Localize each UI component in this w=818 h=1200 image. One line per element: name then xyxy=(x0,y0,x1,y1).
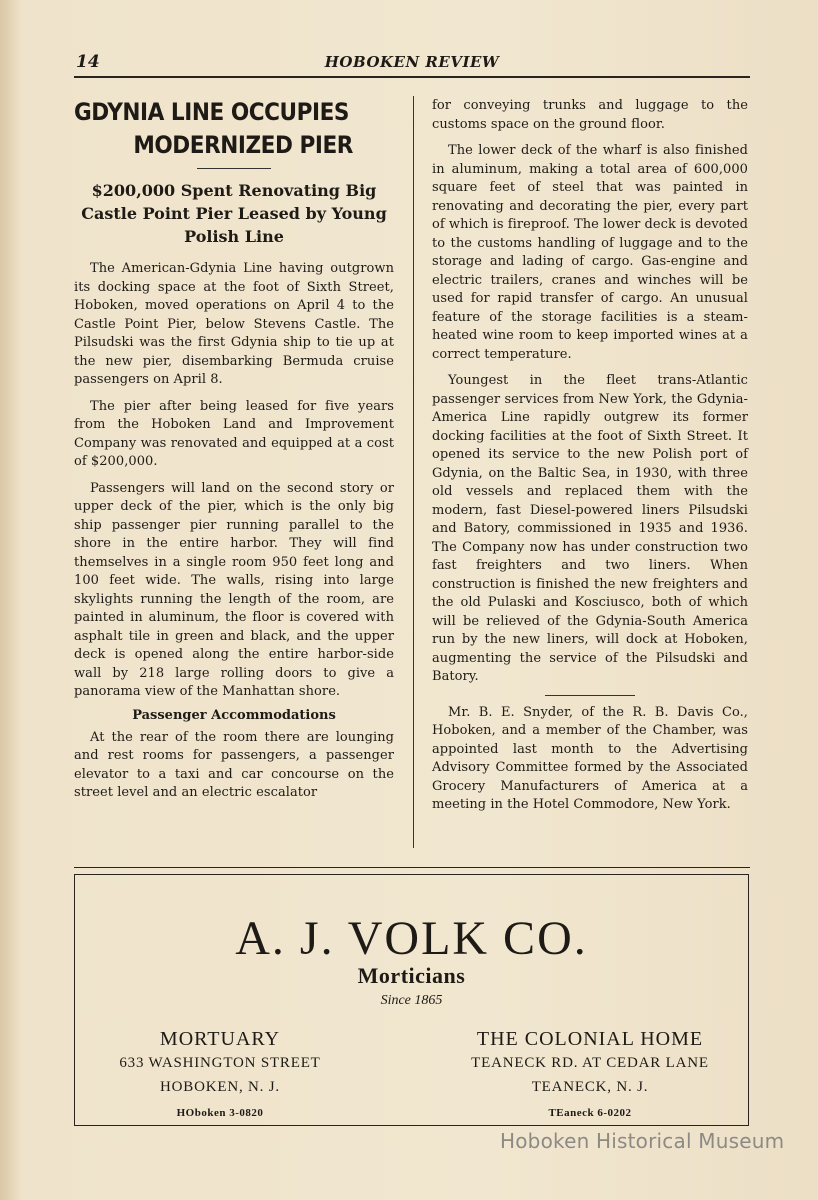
article-paragraph: Passengers will land on the second story or upper deck of the pier, which is the only big ship passenger pier running parallel to the shore in the entire harbor. They will find themselves in a single room 950 feet long and 100 feet wide. The walls, rising into large skylights running the length of the room, are painted in aluminum, the floor is covered with asphalt tile in green and black, and the upper deck is opened along the entire harbor-side wall by 218 large rolling doors to give a panorama view of the Manhattan shore. xyxy=(74,480,394,699)
ad-location-name: THE COLONIAL HOME xyxy=(476,1028,704,1050)
magazine-title: HOBOKEN REVIEW xyxy=(324,53,500,71)
article-paragraph: At the rear of the room there are lounging and rest rooms for passengers, a passenger elevator to a taxi and car concourse on the street level and an electric escalator xyxy=(74,729,394,800)
note-divider xyxy=(545,695,635,696)
bottom-rule xyxy=(74,867,750,868)
advertisement-box xyxy=(74,874,749,1126)
section-heading: Passenger Accommodations xyxy=(132,707,336,723)
headline-line-1: GDYNIA LINE OCCUPIES xyxy=(74,98,350,126)
headline-divider xyxy=(197,168,271,169)
ad-location-address: 633 WASHINGTON STREET xyxy=(119,1055,321,1071)
ad-location-city: TEANECK, N. J. xyxy=(531,1079,649,1095)
article-column-left xyxy=(74,96,394,803)
column-divider xyxy=(413,96,414,848)
note-paragraph: Mr. B. E. Snyder, of the R. B. Davis Co., Hoboken, and a member of the Chamber, was appointed last month to the Advertising Advisory Committee formed by the Associated Grocery Manufacturers of America at a meeting in the Hotel Commodore, New York. xyxy=(432,704,748,812)
ad-tagline: Morticians xyxy=(357,963,466,988)
ad-location-phone: HOboken 3-0820 xyxy=(176,1107,264,1119)
headline-line-2: MODERNIZED PIER xyxy=(133,131,353,159)
ad-location-mortuary xyxy=(75,1027,365,1125)
ad-location-city: HOBOKEN, N. J. xyxy=(160,1079,280,1095)
ad-location-colonial-home xyxy=(445,1027,735,1125)
article-paragraph: The American-Gdynia Line having outgrown its docking space at the foot of Sixth Street, Hoboken, moved operations on April 4 to the Castle Point Pier, below Stevens Castle. The Pilsudski was the first Gdynia ship to tie up at the new pier, disembarking Bermuda cruise passengers on April 8. xyxy=(74,261,394,387)
article-paragraph: The lower deck of the wharf is also finished in aluminum, making a total area of 600,000 square feet of steel that was painted in renovating and decorating the pier, every part of which is fireproof. The lower deck is devoted to the customs handling of luggage and to the storage and lading of cargo. Gas-engine and electric trailers, cranes and winches will be used for rapid transfer of cargo. An unusual feature of the storage facilities is a steam-heated wine room to keep imported wines at a correct temperature. xyxy=(432,143,748,362)
article-paragraph: Youngest in the fleet trans-Atlantic passenger services from New York, the Gdynia-America Line rapidly outgrew its former docking facilities at the foot of Sixth Street. It opened its service to the new Polish port of Gdynia, on the Baltic Sea, in 1930, with three old vessels and replaced them with the modern, fast Diesel-powered liners Pilsudski and Batory, commissioned in 1935 and 1936. The Company now has under construction two fast freighters and two liners. When construction is finished the new freighters and the old Pulaski and Kosciusco, both of which will be relieved of the Gdynia-South America run by the new liners, will dock at Hoboken, augmenting the service of the Pilsudski and Batory. xyxy=(432,373,748,684)
page-number: 14 xyxy=(76,52,100,72)
ad-location-address: TEANECK RD. AT CEDAR LANE xyxy=(471,1055,709,1071)
article-column-right xyxy=(432,97,748,815)
article-headline xyxy=(74,96,362,162)
ad-location-phone: TEaneck 6-0202 xyxy=(548,1107,632,1119)
article-paragraph: The pier after being leased for five years from the Hoboken Land and Improvement Company was renovated and equipped at a cost of $200,000. xyxy=(74,398,394,469)
ad-company-name: A. J. VOLK CO. xyxy=(235,912,588,965)
page-header xyxy=(74,50,750,78)
ad-since: Since 1865 xyxy=(380,993,443,1008)
ad-location-name: MORTUARY xyxy=(159,1028,281,1050)
article-paragraph: for conveying trunks and luggage to the customs space on the ground floor. xyxy=(432,98,748,132)
museum-watermark: Hoboken Historical Museum xyxy=(500,1129,785,1153)
article-subheadline: $200,000 Spent Renovating Big Castle Point Pier Leased by Young Polish Line xyxy=(81,181,387,246)
